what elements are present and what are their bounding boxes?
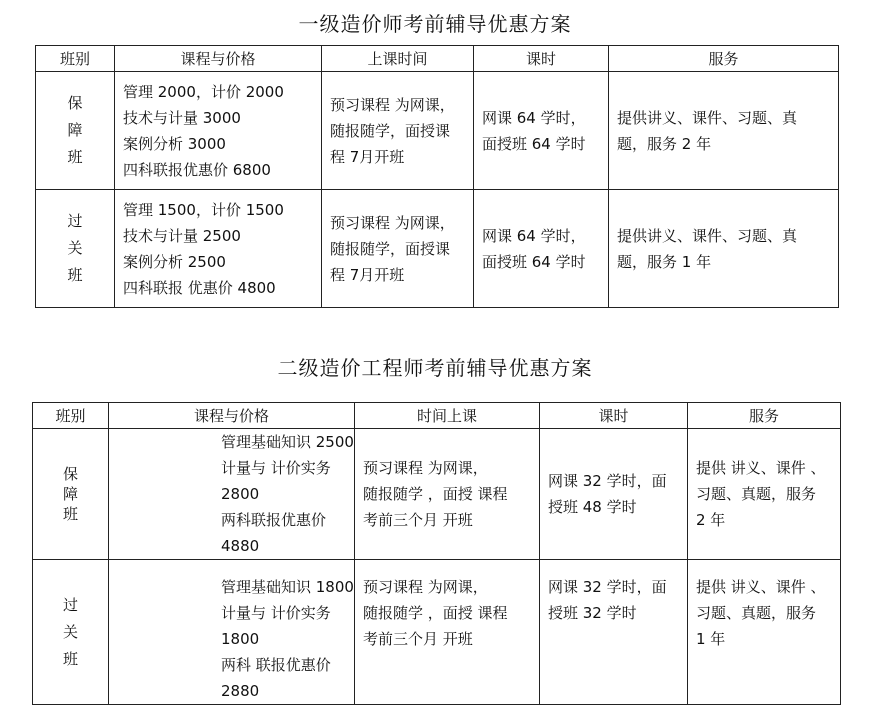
class-char: 过 [62, 595, 78, 614]
service-line: 题，服务 2 年 [617, 134, 712, 153]
time-line: 程 7月开班 [330, 265, 405, 284]
header-hours: 课时 [540, 403, 688, 429]
class-char: 关 [67, 239, 83, 257]
service-line: 题，服务 1 年 [617, 252, 712, 271]
hours-line: 网课 64 学时， [482, 226, 586, 245]
class-char: 班 [62, 505, 78, 523]
hours-line: 授班 32 学时 [548, 604, 637, 622]
price-line: 管理 1500，计价 1500 [123, 200, 284, 219]
table-row [36, 190, 839, 308]
header-service: 服务 [688, 403, 841, 429]
time-line: 随报随学 ，面授 课程 [363, 485, 508, 503]
header-service: 服务 [609, 46, 839, 72]
time-cell [322, 190, 474, 308]
service-line: 提供 讲义、课件 、 [696, 578, 826, 596]
price-line: 技术与计量 3000 [123, 108, 241, 127]
price-line: 管理基础知识 1800 [221, 578, 354, 596]
price-cell [115, 190, 322, 308]
time-line: 预习课程 为网课， [363, 578, 488, 596]
price-cell [115, 72, 322, 190]
time-cell [322, 72, 474, 190]
time-line: 程 7月开班 [330, 147, 405, 166]
table-header-row [36, 46, 839, 72]
class-char: 障 [67, 121, 83, 139]
course-table-2 [32, 402, 841, 705]
price-line: 四科联报 优惠价 4800 [123, 278, 276, 297]
service-line: 习题、真题，服务 [696, 485, 817, 503]
price-line: 四科联报优惠价 6800 [123, 160, 271, 179]
price-cell [109, 560, 355, 705]
time-line: 考前三个月 开班 [363, 511, 473, 529]
class-char: 班 [67, 266, 83, 284]
time-line: 预习课程 为网课， [363, 459, 488, 477]
header-course-price: 课程与价格 [115, 46, 322, 72]
class-char: 障 [62, 485, 78, 503]
class-name-cell [33, 560, 109, 705]
price-line: 计量与 计价实务 1800 [221, 604, 331, 648]
table-row [33, 560, 841, 705]
price-cell [109, 429, 355, 560]
class-name-cell [33, 429, 109, 560]
header-hours: 课时 [474, 46, 609, 72]
class-char: 关 [62, 622, 78, 641]
hours-cell [474, 190, 609, 308]
time-line: 预习课程 为网课， [330, 95, 455, 114]
time-cell [355, 429, 540, 560]
price-line: 两科联报优惠价 4880 [221, 511, 327, 555]
price-line: 两科 联报优惠价 2880 [221, 656, 331, 700]
hours-line: 面授班 64 学时 [482, 134, 586, 153]
service-line: 1 年 [696, 630, 726, 648]
service-line: 提供讲义、课件、习题、真 [617, 226, 798, 245]
hours-cell [474, 72, 609, 190]
class-char: 班 [62, 649, 78, 668]
time-line: 随报随学，面授课 [330, 239, 451, 258]
time-line: 预习课程 为网课， [330, 213, 455, 232]
header-class: 班别 [36, 46, 115, 72]
price-line: 计量与 计价实务 2800 [221, 459, 331, 503]
class-char: 保 [67, 94, 83, 112]
header-time: 时间上课 [355, 403, 540, 429]
class-char: 班 [67, 148, 83, 166]
service-line: 2 年 [696, 511, 726, 529]
hours-line: 网课 32 学时，面 [548, 578, 667, 596]
price-line: 案例分析 3000 [123, 134, 226, 153]
class-char: 过 [67, 212, 83, 230]
price-line: 管理基础知识 2500 [221, 433, 354, 451]
hours-cell [540, 560, 688, 705]
service-line: 提供讲义、课件、习题、真 [617, 108, 798, 127]
table1-title: 一级造价师考前辅导优惠方案 [298, 12, 572, 36]
table2-title: 二级造价工程师考前辅导优惠方案 [277, 356, 593, 380]
service-cell [609, 190, 839, 308]
service-line: 习题、真题，服务 [696, 604, 817, 622]
table-row [33, 429, 841, 560]
table-row [36, 72, 839, 190]
hours-line: 授班 48 学时 [548, 498, 637, 516]
service-cell [688, 560, 841, 705]
header-class: 班别 [33, 403, 109, 429]
header-time: 上课时间 [322, 46, 474, 72]
time-line: 随报随学，面授课 [330, 121, 451, 140]
hours-cell [540, 429, 688, 560]
service-cell [609, 72, 839, 190]
class-name-cell [36, 190, 115, 308]
time-line: 考前三个月 开班 [363, 630, 473, 648]
class-name-cell [36, 72, 115, 190]
time-cell [355, 560, 540, 705]
price-line: 管理 2000，计价 2000 [123, 82, 284, 101]
class-char: 保 [62, 465, 78, 483]
service-line: 提供 讲义、课件 、 [696, 459, 826, 477]
time-line: 随报随学 ，面授 课程 [363, 604, 508, 622]
price-line: 技术与计量 2500 [123, 226, 241, 245]
hours-line: 网课 32 学时，面 [548, 472, 667, 490]
header-course-price: 课程与价格 [109, 403, 355, 429]
price-line: 案例分析 2500 [123, 252, 226, 271]
hours-line: 面授班 64 学时 [482, 252, 586, 271]
hours-line: 网课 64 学时， [482, 108, 586, 127]
table-header-row [33, 403, 841, 429]
course-table-1 [35, 45, 839, 308]
service-cell [688, 429, 841, 560]
